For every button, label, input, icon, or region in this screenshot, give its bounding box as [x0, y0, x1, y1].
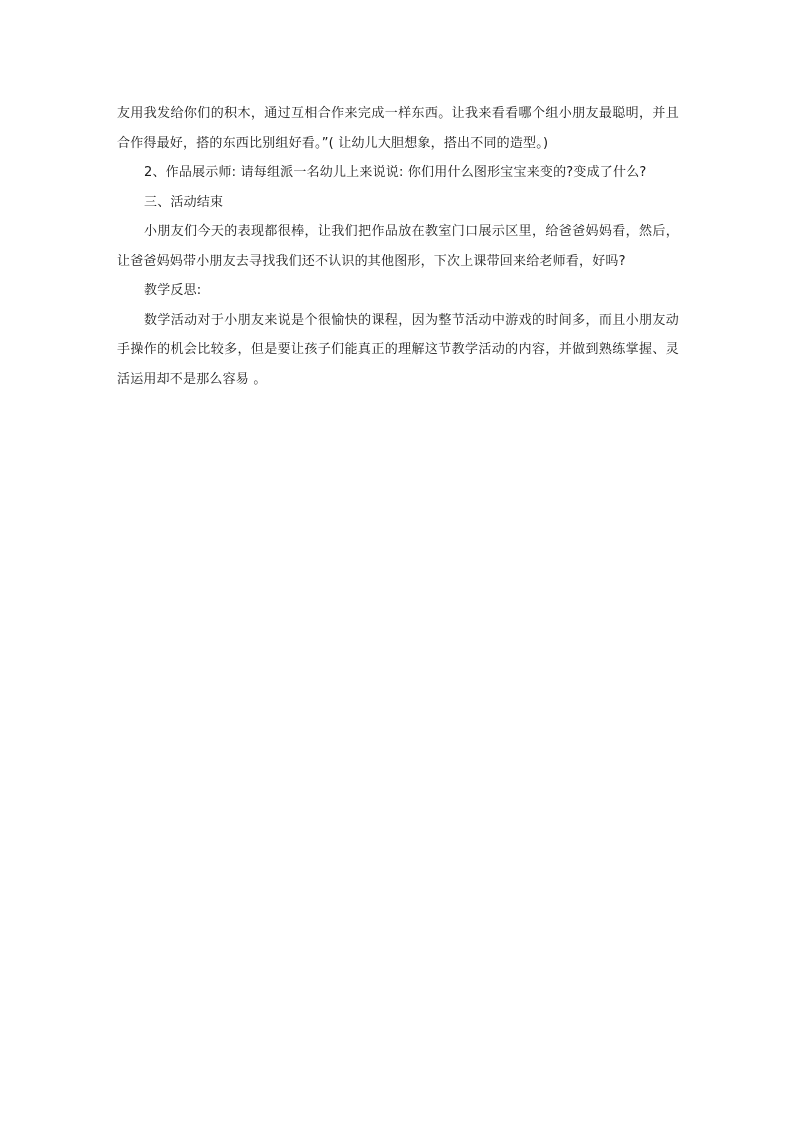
- paragraph-activity-end: 小朋友们今天的表现都很棒，让我们把作品放在教室门口展示区里，给爸爸妈妈看，然后，让爸爸妈妈带小朋友去寻找我们还不认识的其他图形，下次上课带回来给老师看，好吗?: [117, 224, 679, 269]
- paragraph-step-2-presentation: 2、作品展示师: 请每组派一名幼儿上来说说: 你们用什么图形宝宝来变的?变成了什么?: [144, 165, 647, 180]
- section-heading-activity-end: 三、活动结束: [144, 194, 224, 210]
- paragraph-teaching-reflection: 数学活动对于小朋友来说是个很愉快的课程，因为整节活动中游戏的时间多，而且小朋友动手操作的机会比较多，但是要让孩子们能真正的理解这节教学活动的内容，并做到熟练掌握、灵活运用却不是那么容易 。: [117, 312, 679, 387]
- section-heading-teaching-reflection: 教学反思:: [144, 283, 202, 298]
- paragraph-continued-instruction: 友用我发给你们的积木，通过互相合作来完成一样东西。让我来看看哪个组小朋友最聪明，并且合作得最好，搭的东西比别组好看。”( 让幼儿大胆想象，搭出不同的造型。): [117, 106, 679, 151]
- document-body: [117, 99, 679, 394]
